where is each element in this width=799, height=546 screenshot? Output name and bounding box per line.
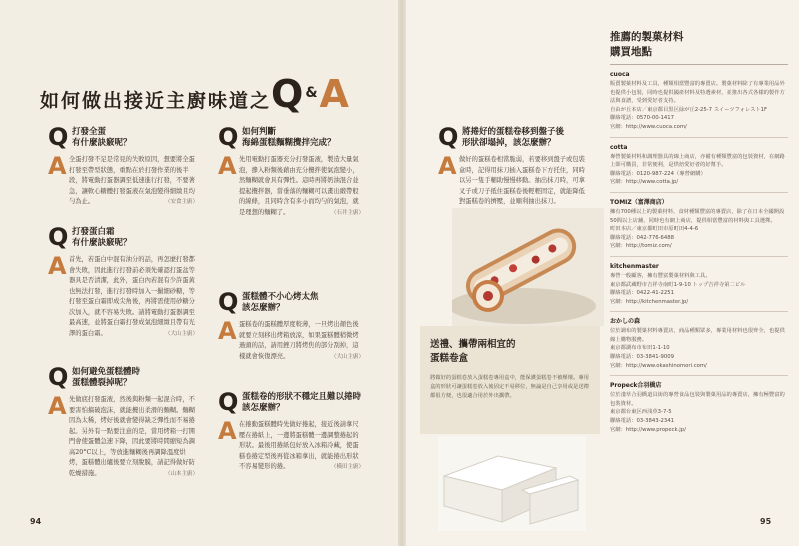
- answer-text: 在捲動蛋糕體時先做好捲起，接近後請拿尺壓在捲紙上，一邊將蛋糕體一邊調整捲起的形狀。最後用捲紙包好放入冰箱冷藏，使蛋糕卷捲定型後再從冰箱拿出，就能捲出形狀不容易變形的捲。 （橫田主廚）: [236, 420, 364, 473]
- chef-credit: （大山主廚）: [330, 353, 364, 360]
- a-marker: A: [48, 152, 67, 180]
- a-marker: A: [48, 252, 67, 280]
- book-gutter: [398, 0, 406, 546]
- shop-sidebar: [610, 30, 788, 520]
- shop-desc: 位於淺草合羽橋道具街的專營食品包裝與製菓用品的專賣店，擁有極豐富的包裝資材。 東京都台東区西浅草3-7-5 聯絡電話：03-3843-2341 官網：http://www.propeck.jp/: [610, 392, 785, 433]
- a-marker: A: [218, 317, 237, 345]
- qa-plate: [438, 125, 590, 218]
- page-number-right: 95: [760, 517, 772, 526]
- shop-entry: [610, 317, 788, 376]
- chef-credit: （橫田主廚）: [330, 464, 364, 470]
- title-text: 如何做出接近主廚味道之: [40, 90, 272, 112]
- question-text: 打發蛋白霜 有什麼訣竅呢？: [72, 227, 132, 248]
- title-q-letter: Q: [271, 72, 306, 116]
- shop-name: TOMIZ（富澤商店）: [610, 198, 668, 206]
- chef-credit: （山本主廚）: [164, 470, 198, 477]
- shop-desc: 專營製菓材料和調理器具的線上商店，亦備有種類豐富的包裝資材，在網路上即可購買，非常便利，是烘焙愛好者的好幫手。 聯絡電話：0120-987-224（專營網購） 官網：http://www.cotta.jp/: [610, 153, 785, 186]
- chef-credit: （大山主廚）: [164, 330, 198, 337]
- chef-credit: （安食主廚）: [164, 199, 198, 205]
- a-marker: A: [218, 152, 237, 180]
- title-amp: &: [305, 85, 320, 101]
- a-marker: A: [48, 392, 67, 420]
- shop-name: cotta: [610, 143, 628, 151]
- gift-box-callout: [420, 326, 600, 434]
- chef-credit: （石井主廚）: [330, 209, 364, 216]
- question-text: 如何避免蛋糕體時 蛋糕體裂掉呢？: [72, 367, 141, 388]
- shop-entry: [610, 143, 788, 193]
- shop-desc: 位於調布的製菓材料專賣店，商品種類眾多，專業用材料也很齊全，也提供線上購物服務。 東京都調布市布田1-1-10 聯絡電話：03-3841-9009 官網：http://www.okashinomori.com/: [610, 328, 785, 369]
- qa-crack: [48, 365, 198, 479]
- shop-name: おかしの森: [610, 318, 641, 326]
- a-marker: A: [438, 152, 457, 180]
- callout-body: 將做好的蛋糕卷放入蛋糕卷專用盒中，能保護蛋糕卷不被壓壞。專用盒的形狀可讓蛋糕卷放入後固定不易移位，無論是自己享用或是送禮都很方便，也很適合用於外出攜帶。: [430, 375, 589, 399]
- qa-batter-done: [218, 125, 364, 218]
- shop-name: kitchenmaster: [610, 262, 659, 270]
- q-marker: Q: [48, 123, 69, 151]
- cake-roll-photo: [452, 208, 604, 326]
- question-text: 蛋糕卷的形狀不穩定且難以捲時 該怎麼辦？: [242, 392, 362, 413]
- callout-heading: 送禮、攜帶兩相宜的 蛋糕卷盒: [430, 339, 516, 364]
- q-marker: Q: [218, 288, 239, 316]
- shop-entry: [610, 381, 788, 439]
- title-a-letter: A: [319, 72, 351, 116]
- question-text: 蛋糕體不小心烤太焦 該怎麼辦？: [242, 292, 319, 313]
- shop-entry: [610, 262, 788, 312]
- page-number-left: 94: [30, 517, 42, 526]
- shop-name: Propeck合羽橋店: [610, 382, 662, 390]
- q-marker: Q: [48, 363, 69, 391]
- page-title: [40, 72, 351, 116]
- answer-text: 蛋糕卷的蛋糕體厚度較薄，一旦烤出顏色後就要立刻移出烤箱放涼，如果蛋糕體稍微烤過頭的話，請用銼刀將烤焦的部分刮掉，這樣就會恢復漂亮。 （大山主廚）: [236, 320, 364, 362]
- qa-shape: [218, 390, 364, 473]
- answer-text: 做好的蛋糕卷相當脆弱，若要移到盤子或包裝盒時，記得用抹刀插入蛋糕卷下方托住，同時以另一隻手輔助慢慢移動。抽出抹刀時，可拿叉子或刀子抵住蛋糕卷後輕輕固定，就能降低對蛋糕卷的擠壓，並順利抽出抹刀。: [456, 155, 590, 218]
- shop-desc: 販賣製菓材料及工具，種類相當豐富的專賣店。製菓材料除了有專業用品外也提供小包裝，同時也提供國產材料及特選素材，並推出各式各樣的製作方法與食譜，受到愛好者支持。 自由が丘本店／東京都目黒区緑が丘2-25-7 スイーツフォレスト1F 聯絡電話：0570-00-1417 官網：http://www.cuoca.com/: [610, 81, 785, 130]
- q-marker: Q: [438, 123, 459, 151]
- qa-whole-egg: [48, 125, 198, 208]
- shop-name: cuoca: [610, 71, 630, 78]
- a-marker: A: [218, 417, 237, 445]
- question-text: 打發全蛋 有什麼訣竅呢？: [72, 127, 132, 148]
- qa-meringue: [48, 225, 198, 339]
- cake-box-photo: [438, 436, 586, 531]
- shop-desc: 擁有700種以上的製菓材料，食材種類豐富的專賣店，除了在日本全國開設50間以上店舖，同時也有網上商店，提供相當豐富的材料與工具選擇。 町田本店／東京都町田市原町田4-4-6 聯絡電話：042-776-6488 官網：http://tomiz.com/: [610, 208, 785, 250]
- answer-text: 先做底打發蛋液，然後與粉類一起混合時，不要害怕搞破泡沫，就能攪出柔滑的麵糊。麵糊因為太稀，烤好後就會變得缺乏彈性而不易捲起。另外有一點要注意的是，當用烤箱一打開門會使蛋體急速下降，因此要將時間縮短為調高20°C以上，等放進麵糊後再調降溫度烘烤，蛋糕體出爐後要立刻脫膜，請記得做好防乾燥措施。 （山本主廚）: [66, 395, 198, 479]
- shop-desc: 專營一般顧客，擁有豐富製菓材料與工具。 東京都武蔵野市吉祥寺南町1-9-10 トップ吉祥寺第二ビル 聯絡電話：0422-41-2251 官網：http://kitchenmaster.jp/: [610, 272, 746, 305]
- q-marker: Q: [218, 388, 239, 416]
- qa-burnt: [218, 290, 364, 362]
- answer-text: 先用電動打蛋器充分打發蛋液，製造大量氣泡，摻入粉類後藉由充分攪拌使氣泡變小，然麵糊就會具有彈性。這時再將奶油混合並提起攪拌器，當垂落的麵糊可以畫出緞帶般的線條，且同時含有多小而均勻的氣泡，就是理想的麵糊了。 （石井主廚）: [236, 155, 364, 218]
- q-marker: Q: [218, 123, 239, 151]
- shop-entry: [610, 70, 788, 138]
- question-text: 如何判斷 海綿蛋糕麵糊攪拌完成？: [242, 127, 336, 148]
- answer-text: 首先，若蛋白中混有油分的話，再怎麼打發都會失敗，因此進行打發前必須先確認打蛋盆等器具是否清潔，此外，蛋白內若混有少許蛋黃也無法打發，進行打發時加入一撮細砂糖，等打發至蛋白霜即成尖角後，再將需使用砂糖分次加入，就不容易失敗。請將電動打蛋器調至最高速，並將蛋白霜打發成氣泡細緻且帶有光澤的蛋白霜。 （大山主廚）: [66, 255, 198, 339]
- question-text: 將捲好的蛋糕卷移到盤子後 形狀卻塌掉，該怎麼辦？: [462, 127, 565, 148]
- sidebar-title: 推薦的製菓材料 購買地點: [610, 30, 788, 65]
- answer-text: 全蛋打發不足是常見的失敗原因，想要將全蛋打發至帶型狀態，重點在於打發作業的後半段，將電動打蛋器調至低速進行打發，不要著急，讓軟心糖體打發蛋液在氣泡變得細緻且均勻為止。 （安食主廚）: [66, 155, 198, 208]
- shop-entry: [610, 198, 788, 257]
- q-marker: Q: [48, 223, 69, 251]
